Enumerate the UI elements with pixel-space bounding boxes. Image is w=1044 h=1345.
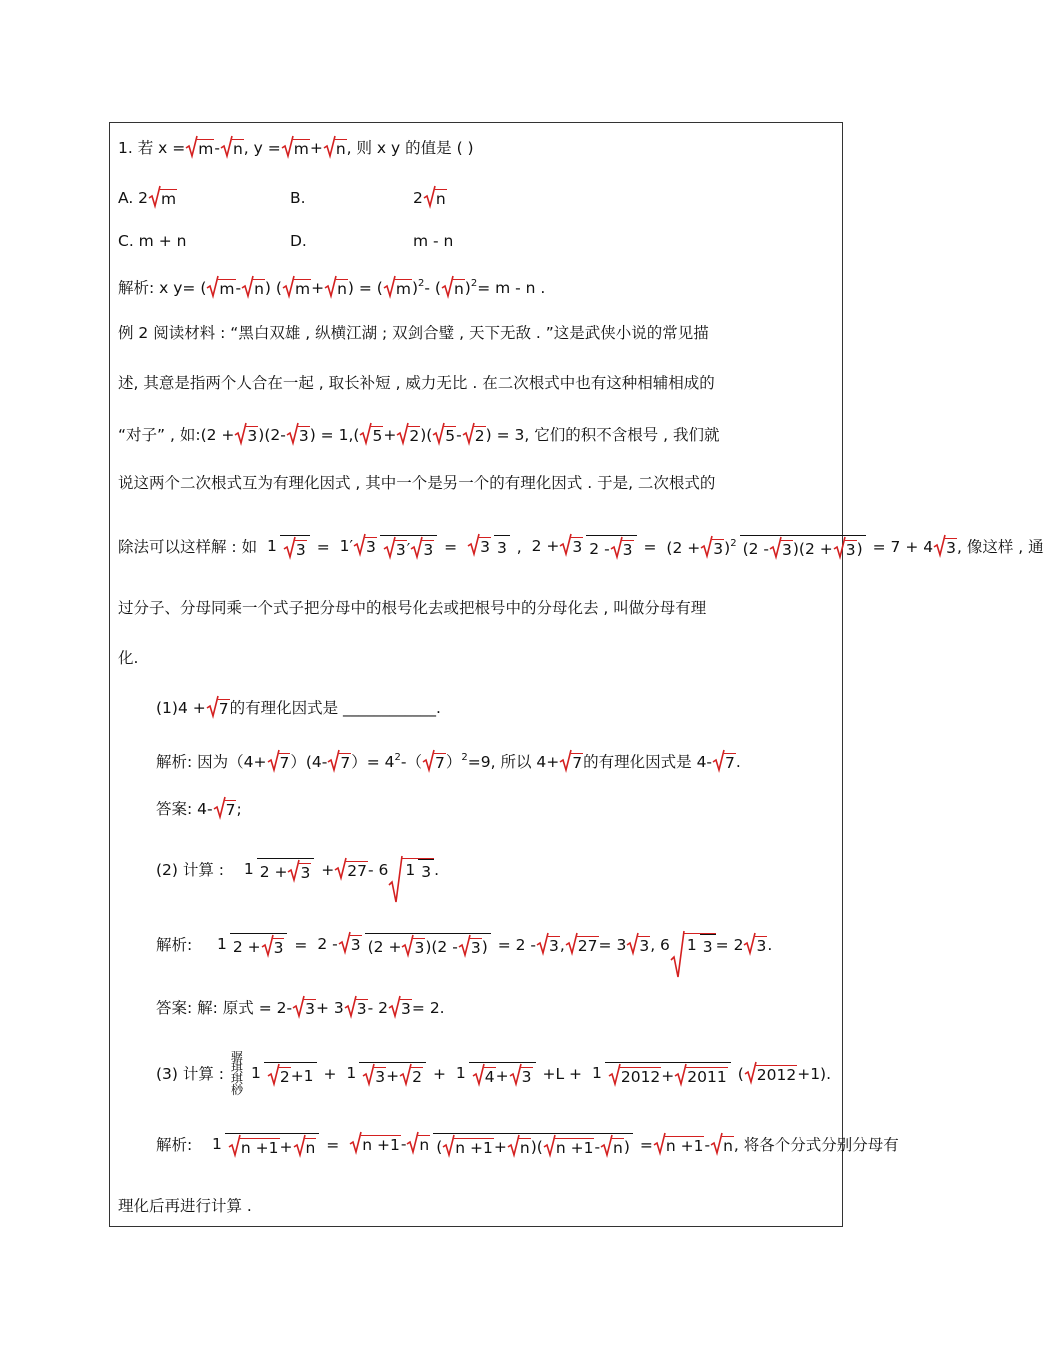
ex2-para-7: 化. xyxy=(118,648,139,667)
garbled-bracket-glyphs: 骣 琪 琪 桫 xyxy=(230,1050,243,1097)
q1-option-d-label: D. xyxy=(290,231,307,250)
q1-option-c: C. m + n xyxy=(118,231,187,250)
ex2-para-2: 述, 其意是指两个人合在一起 , 取长补短 , 威力无比 . 在二次根式中也有这种相辅相成的 xyxy=(118,373,715,392)
ex2-para-1: 例 2 阅读材料 : “黑白双雄 , 纵横江湖 ; 双剑合璧 , 天下无敌 . ”这是武侠小说的常见描 xyxy=(118,323,709,342)
fraction-2plus-over-2minus: 2 + 3 2 - 3 xyxy=(529,535,637,559)
part2-solution: 解析: 1 2 + 3 = 2 - 3 (2 + 3)(2 - 3) = 2 - 3, 27= 3 3, 6 1 3= 2 3. xyxy=(156,933,772,957)
q1-option-b: 2 n xyxy=(413,187,447,208)
q1-option-b-label: B. xyxy=(290,188,306,207)
q1-stem: 1. 若 x = m- n, y = m+ n, 则 x y 的值是 ( ) xyxy=(118,137,474,158)
ex2-para-6: 过分子、分母同乘一个式子把分母中的根号化去或把根号中的分母化去 , 叫做分母有理 xyxy=(118,598,707,617)
q1-option-d: m - n xyxy=(413,231,454,250)
part2-question: (2) 计算 : 1 2 + 3 + 27- 6 1 3. xyxy=(156,858,439,882)
ex2-para-5: 除法可以这样解 : 如 1 3 = 1′ 3 3′ 3 = 3 3 , 2 + 3 2 - 3 = (2 + 3)$^2$ (2 - 3)(2 + 3) = 7 + 4 3, 像这样 , 通 xyxy=(118,534,1044,560)
fraction-expanded: 1′ 3 3′ 3 xyxy=(337,535,438,559)
part1-question: (1)4 + 7的有理化因式是 ____________. xyxy=(156,697,441,718)
part2-answer: 答案: 解: 原式 = 2- 3+ 3 3- 2 3= 2. xyxy=(156,997,445,1018)
part3-question: (3) 计算 : 骣 琪 琪 桫 1 2+1 + 1 3+ 2 + 1 4+ 3 +L + 1 2012+ 2011 ( 2012+1). xyxy=(156,1050,832,1097)
part1-answer: 答案: 4- 7; xyxy=(156,798,242,819)
fraction-sqrt3-over-3: 3 3 xyxy=(464,535,510,558)
fraction-squared-over-product: (2 + 3)$^2$ (2 - 3)(2 + 3) xyxy=(663,534,865,560)
ex2-para-3: “对子” , 如:(2 + 3)(2- 3) = 1,( 5+ 2)( 5- 2) = 3, 它们的积不含根号 , 我们就 xyxy=(118,424,720,445)
part1-solution: 解析: 因为（4+ 7）(4- $7)= 4^2-$（ 7）$^2$=9, 所以 4+ 7的有理化因式是 4- 7. xyxy=(156,748,741,772)
part3-tail: 理化后再进行计算 . xyxy=(118,1196,252,1215)
q1-option-a: A. 2 m xyxy=(118,187,177,208)
ex2-para-4: 说这两个二次根式互为有理化因式 , 其中一个是另一个的有理化因式 . 于是, 二次根式的 xyxy=(118,473,716,492)
q1-solution: 解析: x y= ( m- n) ( m+ n) = ( m)$^2$- ( n)$^2$= m - n . xyxy=(118,274,545,298)
fraction-1-over-sqrt3: 1 3 xyxy=(264,535,310,559)
part3-solution: 解析: 1 n +1+ n = n +1- n ( n +1+ n)( n +1- n) = n +1- n, 将各个分式分别分母有 xyxy=(156,1133,899,1157)
